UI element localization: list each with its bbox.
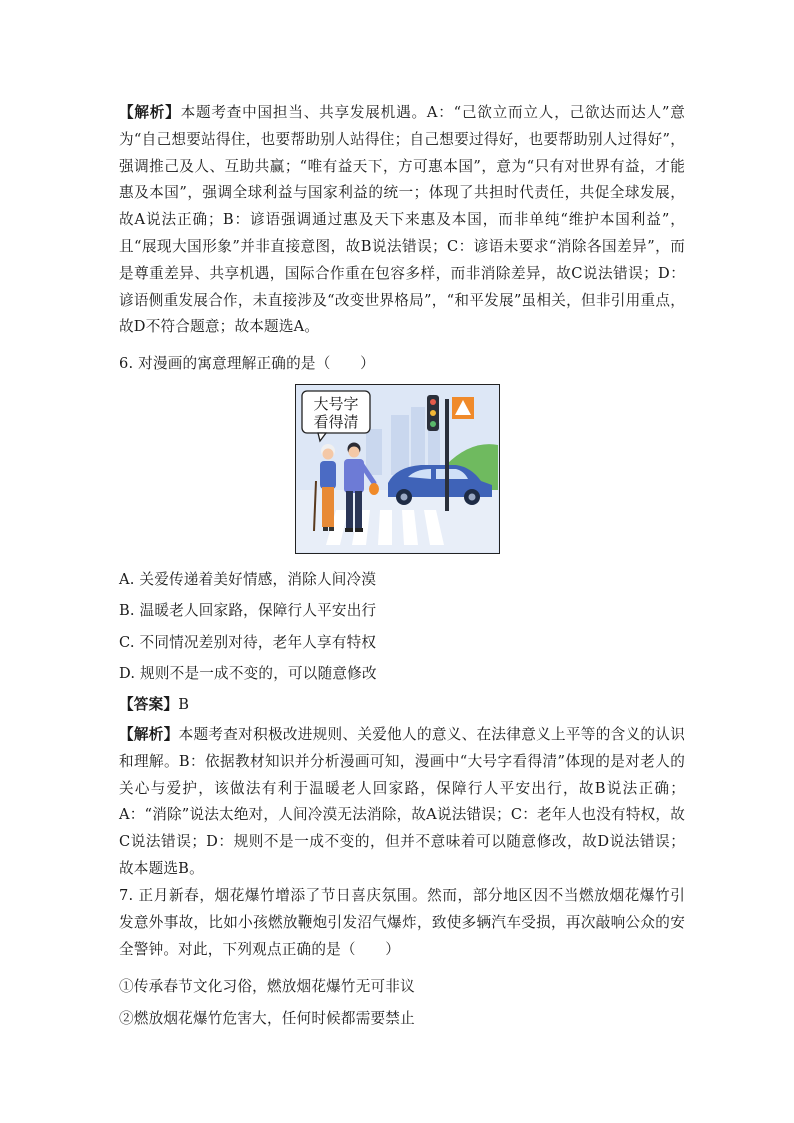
question-7-stem: 7. 正月新春，烟花爆竹增添了节日喜庆氛围。然而，部分地区因不当燃放烟花爆竹引发意外事故，比如小孩燃放鞭炮引发沼气爆炸，致使多辆汽车受损，再次敲响公众的安全警钟。对此，下列观点正确的是（ ）	[119, 887, 685, 958]
q7-item-2: ②燃放烟花爆竹危害大，任何时候都需要禁止	[119, 1010, 415, 1027]
answer-tag: 【答案】	[119, 696, 179, 713]
sign-text-line2: 看得清	[313, 413, 359, 431]
analysis-tag: 【解析】	[119, 104, 181, 121]
option-a: A. 关爱传递着美好情感，消除人间冷漠	[119, 571, 377, 588]
analysis-tag-q6: 【解析】	[119, 726, 179, 743]
question-6-stem: 6. 对漫画的寓意理解正确的是（ ）	[119, 355, 375, 372]
option-b: B. 温暖老人回家路，保障行人平安出行	[119, 602, 377, 619]
comic-illustration	[295, 384, 500, 554]
option-d: D. 规则不是一成不变的，可以随意修改	[119, 665, 377, 682]
answer-line	[119, 695, 189, 715]
analysis-text-q6: 本题考查对积极改进规则、关爱他人的意义、在法律意义上平等的含义的认识和理解。B：依据教材知识并分析漫画可知，漫画中“大号字看得清”体现的是对老人的关心与爱护，该做法有利于温暖老人回家路，保障行人平安出行，故B说法正确；A：“消除”说法太绝对，人间冷漠无法消除，故A说法错误；C：老年人也没有特权，故C说法错误；D：规则不是一成不变的，但并不意味着可以随意修改，故D说法错误；故本题选B。	[119, 726, 685, 877]
comic-svg	[296, 385, 498, 552]
answer-value: B	[178, 696, 190, 713]
analysis-paragraph-q5	[119, 100, 685, 341]
analysis-paragraph-q6	[119, 722, 685, 883]
sign-text-line1: 大号字	[313, 395, 359, 413]
analysis-text: 本题考查中国担当、共享发展机遇。A：“己欲立而立人，己欲达而达人”意为“自己想要站得住，也要帮助别人站得住；自己想要过得好，也要帮助别人过得好”，强调推己及人、互助共赢；“唯有益天下，方可惠本国”，意为“只有对世界有益，才能惠及本国”，强调全球利益与国家利益的统一；体现了共担时代责任，共促全球发展，故A说法正确；B：谚语强调通过惠及天下来惠及本国，而非单纯“维护本国利益”，且“展现大国形象”并非直接意图，故B说法错误；C：谚语未要求“消除各国差异”，而是尊重差异、共享机遇，国际合作重在包容多样，而非消除差异，故C说法错误；D：谚语侧重发展合作，未直接涉及“改变世界格局”，“和平发展”虽相关，但非引用重点，故D不符合题意；故本题选A。	[119, 104, 685, 336]
q7-item-1: ①传承春节文化习俗，燃放烟花爆竹无可非议	[119, 978, 415, 995]
option-c: C. 不同情况差别对待，老年人享有特权	[119, 634, 377, 651]
